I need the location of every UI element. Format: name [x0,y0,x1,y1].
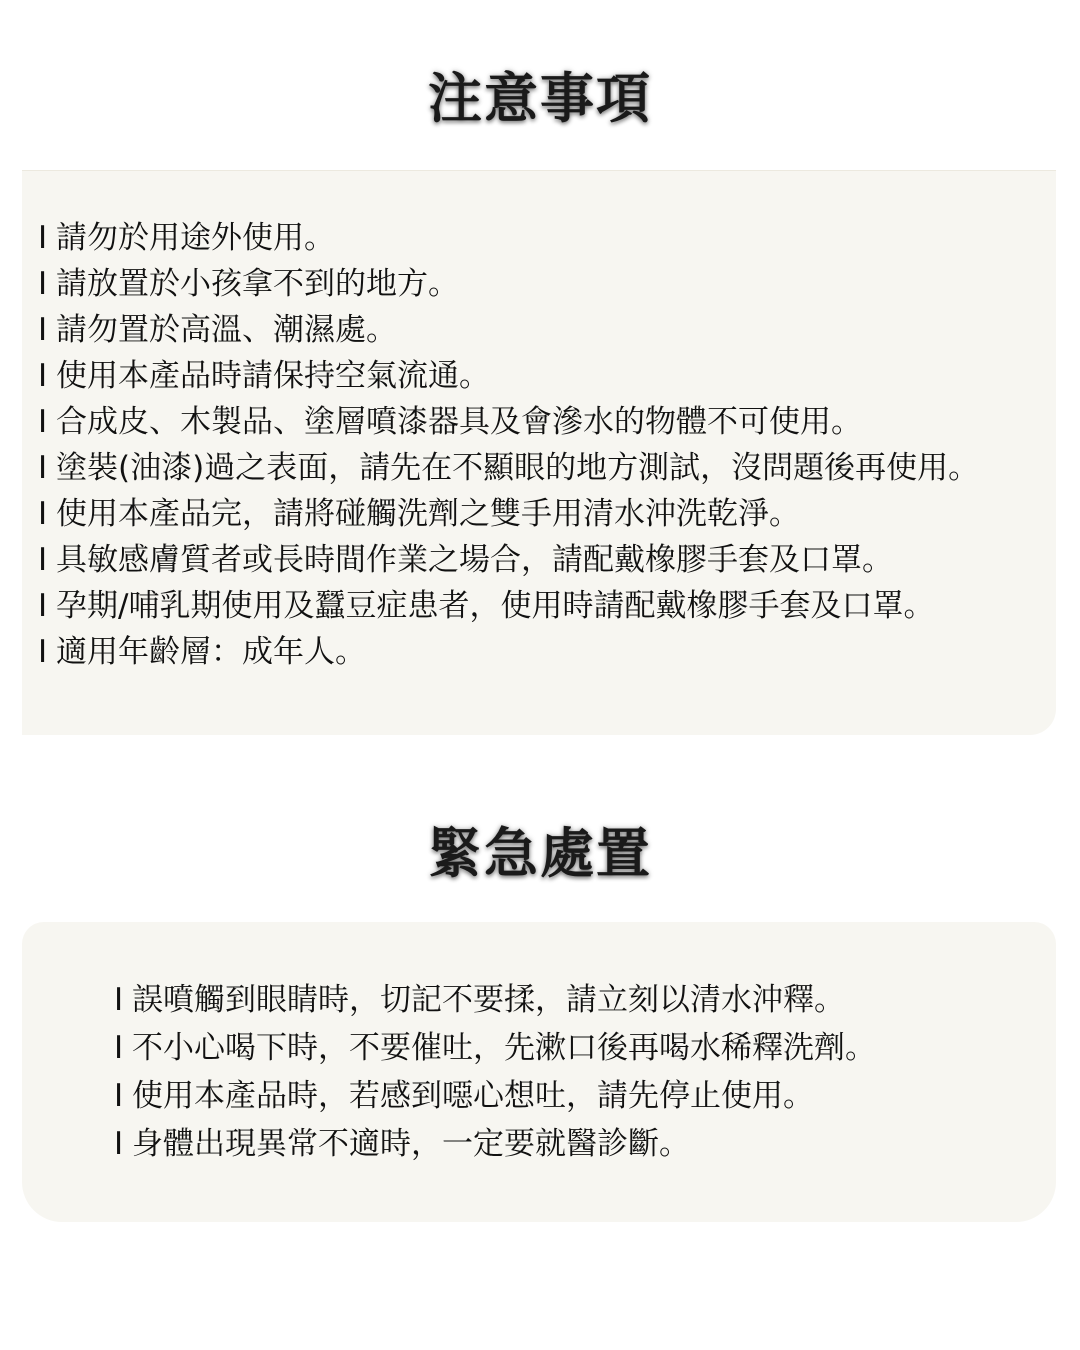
list-bullet: I [114,1126,124,1162]
item-text: 合成皮、木製品、塗層噴漆器具及會滲水的物體不可使用。 [56,404,862,440]
item-text: 誤噴觸到眼睛時，切記不要揉，請立刻以清水沖釋。 [132,982,845,1018]
list-bullet: I [38,496,48,532]
list-bullet: I [38,634,48,670]
list-item [38,445,1056,491]
item-text: 請放置於小孩拿不到的地方。 [56,266,459,302]
list-bullet: I [38,266,48,302]
precautions-panel [22,170,1056,735]
emergency-list [114,976,1056,1168]
list-bullet: I [38,312,48,348]
list-item [38,215,1056,261]
item-text: 請勿置於高溫、潮濕處。 [56,312,397,348]
list-bullet: I [38,220,48,256]
precautions-list [38,215,1056,675]
list-bullet: I [38,358,48,394]
list-item [114,1024,1056,1072]
list-item [38,399,1056,445]
list-bullet: I [38,404,48,440]
list-item [114,1120,1056,1168]
item-text: 使用本產品完，請將碰觸洗劑之雙手用清水沖洗乾淨。 [56,496,800,532]
precautions-title: 注意事項 [428,67,652,130]
item-text: 身體出現異常不適時，一定要就醫診斷。 [132,1126,690,1162]
emergency-panel [22,922,1056,1222]
item-text: 適用年齡層：成年人。 [56,634,366,670]
list-item [38,491,1056,537]
item-text: 使用本產品時請保持空氣流通。 [56,358,490,394]
list-bullet: I [38,542,48,578]
item-text: 請勿於用途外使用。 [56,220,335,256]
list-item [38,353,1056,399]
list-bullet: I [38,450,48,486]
list-item [38,629,1056,675]
list-bullet: I [114,982,124,1018]
item-text: 孕期/哺乳期使用及蠶豆症患者，使用時請配戴橡膠手套及口罩。 [56,588,935,624]
item-text: 使用本產品時，若感到噁心想吐，請先停止使用。 [132,1078,814,1114]
emergency-title: 緊急處置 [428,822,652,885]
list-item [38,583,1056,629]
list-item [38,307,1056,353]
list-bullet: I [38,588,48,624]
list-item [114,976,1056,1024]
item-text: 塗裝(油漆)過之表面，請先在不顯眼的地方測試，沒問題後再使用。 [56,450,980,486]
list-bullet: I [114,1078,124,1114]
list-item [38,537,1056,583]
list-item [38,261,1056,307]
list-item [114,1072,1056,1120]
list-bullet: I [114,1030,124,1066]
item-text: 具敏感膚質者或長時間作業之場合，請配戴橡膠手套及口罩。 [56,542,893,578]
item-text: 不小心喝下時，不要催吐，先漱口後再喝水稀釋洗劑。 [132,1030,876,1066]
